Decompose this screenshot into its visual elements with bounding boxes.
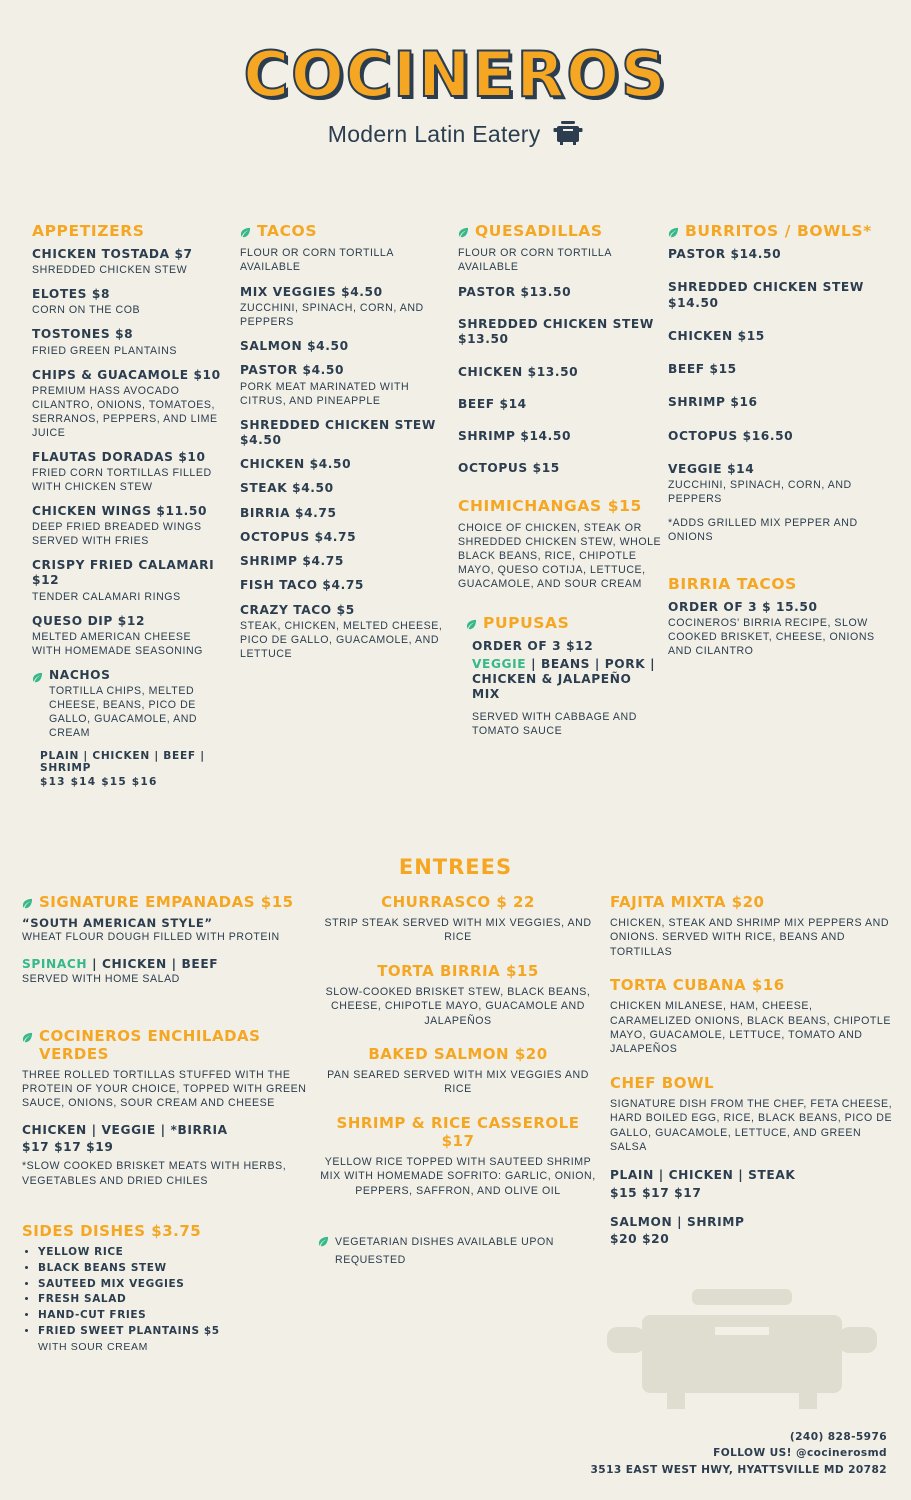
section-title-entrees: ENTREES bbox=[398, 855, 513, 879]
menu-item-enchiladas bbox=[22, 1027, 307, 1189]
chef-bowl-prices-2: $20 $20 bbox=[610, 1232, 670, 1247]
menu-item bbox=[458, 461, 663, 476]
menu-item bbox=[668, 329, 883, 344]
tacos-note: FLOUR OR CORN TORTILLA AVAILABLE bbox=[240, 247, 394, 273]
menu-item bbox=[240, 457, 445, 472]
footer-phone[interactable]: (240) 828-5976 bbox=[789, 1430, 887, 1443]
empanadas-options bbox=[22, 957, 307, 972]
tagline-text: Modern Latin Eatery bbox=[327, 121, 541, 147]
item-desc: DEEP FRIED BREADED WINGS SERVED WITH FRIES bbox=[32, 521, 202, 548]
item-name: TOSTONES $8 bbox=[32, 327, 134, 342]
item-name: STEAK $4.50 bbox=[240, 481, 334, 496]
item-desc: STRIP STEAK SERVED WITH MIX VEGGIES, AND RICE bbox=[324, 917, 592, 944]
chef-bowl-options-2: SALMON | SHRIMP bbox=[610, 1214, 745, 1229]
menu-item bbox=[318, 962, 598, 1028]
menu-header bbox=[0, 0, 911, 152]
enchiladas-options: CHICKEN | VEGGIE | *BIRRIA bbox=[22, 1122, 228, 1137]
list-item-sub: WITH SOUR CREAM bbox=[38, 1340, 148, 1353]
item-name: OCTOPUS $15 bbox=[458, 461, 560, 476]
leaf-icon bbox=[32, 670, 43, 681]
item-name: PASTOR $13.50 bbox=[458, 284, 572, 299]
item-name: CHEF BOWL bbox=[610, 1073, 715, 1092]
vegetarian-note bbox=[318, 1232, 598, 1268]
leaf-icon bbox=[22, 895, 33, 906]
menu-item bbox=[668, 280, 883, 311]
leaf-icon bbox=[240, 224, 251, 235]
item-desc: TORTILLA CHIPS, MELTED CHEESE, BEANS, PICO DE GALLO, GUACAMOLE, AND CREAM bbox=[49, 685, 198, 739]
menu-item bbox=[32, 558, 222, 604]
menu-item bbox=[240, 603, 445, 662]
pupusas-order: ORDER OF 3 $12 bbox=[472, 638, 594, 653]
list-item-label: FRIED SWEET PLANTAINS $5 bbox=[38, 1324, 220, 1337]
sides-section bbox=[22, 1222, 307, 1355]
item-name: SHREDDED CHICKEN STEW $13.50 bbox=[458, 317, 654, 347]
cooking-pot-icon bbox=[553, 120, 583, 152]
section-title-burritos bbox=[668, 222, 883, 240]
column-tacos bbox=[240, 222, 445, 671]
tagline bbox=[0, 120, 911, 152]
chef-bowl-prices-1: $15 $17 $17 bbox=[610, 1185, 702, 1200]
item-desc: YELLOW RICE TOPPED WITH SAUTEED SHRIMP MIX WITH HOMEMADE SOFRITO: GARLIC, ONION, PEPPERS, SAFFRON, AND OLIVE OIL bbox=[320, 1155, 596, 1197]
menu-item bbox=[458, 397, 663, 412]
options-rest: | CHICKEN | BEEF bbox=[87, 956, 219, 971]
item-name: CHICKEN $15 bbox=[668, 328, 765, 343]
menu-item bbox=[240, 363, 445, 408]
item-desc: SHREDDED CHICKEN STEW bbox=[32, 264, 188, 277]
nachos-options bbox=[32, 750, 222, 788]
entrees-right-column bbox=[610, 893, 895, 1264]
section-title-pupusas bbox=[466, 614, 663, 632]
item-name: BEEF $15 bbox=[668, 362, 737, 376]
menu-item bbox=[240, 285, 445, 330]
item-name: TORTA BIRRIA $15 bbox=[377, 961, 539, 980]
footer-address: 3513 EAST WEST HWY, HYATTSVILLE MD 20782 bbox=[590, 1463, 887, 1476]
item-name: SHRIMP $14.50 bbox=[458, 429, 572, 444]
nachos-option-prices: $13 $14 $15 $16 bbox=[40, 775, 158, 788]
item-desc: COCINEROS' BIRRIA RECIPE, SLOW COOKED BRISKET, CHEESE, ONIONS AND CILANTRO bbox=[668, 617, 875, 658]
menu-item bbox=[240, 578, 445, 593]
section-title-quesadillas bbox=[458, 222, 663, 240]
list-item: • SAUTEED MIX VEGGIES bbox=[38, 1277, 307, 1293]
item-name: CHIPS & GUACAMOLE $10 bbox=[32, 367, 221, 382]
item-desc-2: *SLOW COOKED BRISKET MEATS WITH HERBS, VEGETABLES AND DRIED CHILES bbox=[22, 1160, 287, 1187]
item-name: SIGNATURE EMPANADAS $15 bbox=[39, 893, 294, 911]
list-item: • YELLOW RICE bbox=[38, 1245, 307, 1261]
menu-item bbox=[318, 1045, 598, 1097]
menu-item bbox=[318, 1114, 598, 1198]
menu-item bbox=[458, 285, 663, 300]
column-quesadillas bbox=[458, 222, 663, 738]
item-desc: WHEAT FLOUR DOUGH FILLED WITH PROTEIN bbox=[22, 931, 280, 944]
menu-item bbox=[240, 506, 445, 521]
footer-contact bbox=[591, 1429, 887, 1478]
menu-item bbox=[668, 462, 883, 507]
menu-item bbox=[668, 247, 883, 262]
item-desc: MELTED AMERICAN CHEESE WITH HOMEMADE SEASONING bbox=[32, 630, 203, 657]
section-title-appetizers: APPETIZERS bbox=[32, 222, 145, 240]
item-name: CHICKEN WINGS $11.50 bbox=[32, 503, 208, 518]
entrees-left-column bbox=[22, 893, 307, 1355]
item-name-row bbox=[22, 1027, 307, 1063]
chef-bowl-options-1: PLAIN | CHICKEN | STEAK bbox=[610, 1168, 796, 1183]
item-name: CHICKEN $13.50 bbox=[458, 364, 579, 379]
item-name: OCTOPUS $4.75 bbox=[240, 529, 357, 544]
item-desc: SLOW-COOKED BRISKET STEW, BLACK BEANS, CHEESE, CHIPOTLE MAYO, GUACAMOLE AND JALAPEÑOS bbox=[325, 985, 591, 1027]
item-name: CHICKEN TOSTADA $7 bbox=[32, 247, 193, 261]
item-desc: ZUCCHINI, SPINACH, CORN, AND PEPPERS bbox=[240, 302, 424, 329]
entrees-center-column bbox=[318, 893, 598, 1268]
leaf-icon bbox=[466, 616, 477, 627]
item-name: COCINEROS ENCHILADAS VERDES bbox=[39, 1026, 261, 1063]
leaf-icon bbox=[318, 1234, 329, 1245]
item-desc: PREMIUM HASS AVOCADO CILANTRO, ONIONS, TOMATOES, SERRANOS, PEPPERS, AND LIME JUICE bbox=[32, 384, 218, 439]
menu-item bbox=[240, 530, 445, 545]
item-name: SHRIMP $4.75 bbox=[240, 554, 344, 569]
cooking-pot-watermark-icon bbox=[597, 1289, 887, 1414]
list-item: • BLACK BEANS STEW bbox=[38, 1261, 307, 1277]
item-name: NACHOS bbox=[49, 667, 111, 682]
menu-item bbox=[610, 976, 895, 1057]
menu-item bbox=[32, 614, 222, 659]
menu-item bbox=[240, 418, 445, 449]
item-name: SHREDDED CHICKEN STEW $14.50 bbox=[668, 280, 864, 310]
menu-item bbox=[32, 327, 222, 358]
menu-item bbox=[240, 481, 445, 496]
item-name: SALMON $4.50 bbox=[240, 339, 349, 354]
menu-item bbox=[32, 247, 222, 278]
menu-item bbox=[458, 429, 663, 444]
menu-item bbox=[458, 365, 663, 380]
item-name: TORTA CUBANA $16 bbox=[610, 976, 785, 995]
menu-item-empanadas bbox=[22, 893, 307, 987]
column-appetizers bbox=[32, 222, 222, 788]
item-desc-2: SERVED WITH HOME SALAD bbox=[22, 973, 180, 986]
nachos-options-labels: PLAIN | CHICKEN | BEEF | SHRIMP bbox=[40, 749, 205, 774]
list-item: • FRESH SALAD bbox=[38, 1292, 307, 1308]
menu-item bbox=[318, 893, 598, 945]
item-name: CHICKEN $4.50 bbox=[240, 457, 352, 472]
list-item bbox=[38, 1324, 307, 1356]
section-title-text: BURRITOS / BOWLS* bbox=[685, 222, 872, 240]
menu-item-chef-bowl bbox=[610, 1074, 895, 1248]
quesadillas-note: FLOUR OR CORN TORTILLA AVAILABLE bbox=[458, 247, 612, 273]
restaurant-logo: COCINEROS bbox=[243, 38, 668, 111]
section-title-text: TACOS bbox=[257, 222, 318, 240]
menu-item bbox=[32, 450, 222, 495]
item-name: SHRIMP $16 bbox=[668, 395, 758, 410]
pupusas-served: SERVED WITH CABBAGE AND TOMATO SAUCE bbox=[472, 710, 637, 737]
menu-item bbox=[240, 339, 445, 354]
item-name: SHREDDED CHICKEN STEW $4.50 bbox=[240, 417, 436, 447]
section-title-chimichangas: CHIMICHANGAS $15 bbox=[458, 496, 642, 515]
item-name: FLAUTAS DORADAS $10 bbox=[32, 449, 206, 464]
item-desc: CORN ON THE COB bbox=[32, 304, 141, 317]
leaf-icon bbox=[22, 1029, 33, 1040]
footer-social[interactable]: FOLLOW US! @cocinerosmd bbox=[713, 1447, 887, 1460]
item-desc: PAN SEARED SERVED WITH MIX VEGGIES AND RICE bbox=[327, 1069, 589, 1096]
item-name: CRISPY FRIED CALAMARI $12 bbox=[32, 558, 215, 588]
menu-item bbox=[610, 893, 895, 959]
menu-item bbox=[668, 362, 883, 377]
item-name: ELOTES $8 bbox=[32, 287, 111, 302]
menu-item bbox=[32, 287, 222, 318]
vegetarian-note-text: VEGETARIAN DISHES AVAILABLE UPON REQUESTED bbox=[335, 1236, 554, 1267]
item-name: PASTOR $4.50 bbox=[240, 363, 345, 378]
menu-item bbox=[32, 504, 222, 549]
section-title-tacos bbox=[240, 222, 445, 240]
section-title-sides: SIDES DISHES $3.75 bbox=[22, 1222, 202, 1241]
item-name: BEEF $14 bbox=[458, 396, 527, 411]
item-desc: STEAK, CHICKEN, MELTED CHEESE, PICO DE GALLO, GUACAMOLE, AND LETTUCE bbox=[240, 619, 443, 660]
leaf-icon bbox=[458, 224, 469, 235]
item-name: ORDER OF 3 $ 15.50 bbox=[668, 599, 818, 614]
item-desc: ZUCCHINI, SPINACH, CORN, AND PEPPERS bbox=[668, 479, 852, 505]
item-desc: PORK MEAT MARINATED WITH CITRUS, AND PINEAPPLE bbox=[240, 380, 410, 407]
pupusas-options-rest: | BEANS | PORK | CHICKEN & JALAPEÑO MIX bbox=[472, 656, 656, 702]
pupusas-option-veggie: VEGGIE bbox=[472, 656, 527, 671]
section-title-text: PUPUSAS bbox=[483, 613, 570, 632]
menu-item bbox=[668, 395, 883, 410]
menu-item-nachos bbox=[32, 668, 222, 741]
leaf-icon bbox=[668, 224, 679, 235]
item-desc: CHICKEN MILANESE, HAM, CHEESE, CARAMELIZED ONIONS, BLACK BEANS, CHIPOTLE MAYO, GUACAMOLE, LETTUCE, TOMATO AND JALAPEÑOS bbox=[610, 1000, 891, 1056]
sides-list bbox=[22, 1245, 307, 1355]
item-name: BIRRIA $4.75 bbox=[240, 505, 337, 520]
column-burritos bbox=[668, 222, 883, 668]
menu-item bbox=[668, 600, 883, 659]
item-name: OCTOPUS $16.50 bbox=[668, 428, 794, 443]
item-name: QUESO DIP $12 bbox=[32, 613, 146, 628]
burritos-footnote: *ADDS GRILLED MIX PEPPER AND ONIONS bbox=[668, 516, 858, 543]
item-subtitle: “SOUTH AMERICAN STYLE” bbox=[22, 916, 213, 930]
item-name: BAKED SALMON $20 bbox=[368, 1045, 548, 1064]
menu-item bbox=[240, 554, 445, 569]
list-item: • HAND-CUT FRIES bbox=[38, 1308, 307, 1324]
item-desc: THREE ROLLED TORTILLAS STUFFED WITH THE PROTEIN OF YOUR CHOICE, TOPPED WITH GREEN SAUCE, ONIONS, SOUR CREAM AND CHEESE bbox=[22, 1068, 307, 1110]
option-spinach: SPINACH bbox=[22, 956, 88, 971]
item-name: PASTOR $14.50 bbox=[668, 247, 782, 261]
item-name: FAJITA MIXTA $20 bbox=[610, 893, 765, 911]
section-title-text: QUESADILLAS bbox=[475, 222, 603, 240]
enchiladas-prices: $17 $17 $19 bbox=[22, 1140, 114, 1155]
item-name: FISH TACO $4.75 bbox=[240, 578, 364, 593]
item-name-row bbox=[22, 893, 307, 911]
menu-item bbox=[458, 317, 663, 348]
menu-item bbox=[668, 429, 883, 444]
item-name: VEGGIE $14 bbox=[668, 461, 755, 476]
item-name: CHURRASCO $ 22 bbox=[381, 893, 535, 911]
item-name: SHRIMP & RICE CASSEROLE $17 bbox=[336, 1113, 580, 1150]
item-desc: SIGNATURE DISH FROM THE CHEF, FETA CHEESE, HARD BOILED EGG, RICE, BLACK BEANS, PICO DE GALLO, GUACAMOLE, LETTUCE, AND GREEN SALSA bbox=[610, 1097, 893, 1154]
section-title-birria-tacos: BIRRIA TACOS bbox=[668, 574, 797, 593]
item-desc: CHICKEN, STEAK AND SHRIMP MIX PEPPERS AND ONIONS. SERVED WITH RICE, BEANS AND TORTILLAS bbox=[610, 917, 890, 958]
item-desc: FRIED GREEN PLANTAINS bbox=[32, 344, 177, 357]
menu-item bbox=[32, 368, 222, 441]
item-desc: FRIED CORN TORTILLAS FILLED WITH CHICKEN STEW bbox=[32, 467, 212, 493]
item-name: MIX VEGGIES $4.50 bbox=[240, 284, 383, 299]
chimichangas-desc: CHOICE OF CHICKEN, STEAK OR SHREDDED CHICKEN STEW, WHOLE BLACK BEANS, RICE, CHIPOTLE MAYO, QUESO COTIJA, LETTUCE, GUACAMOLE, AND SOUR CREAM bbox=[458, 521, 662, 590]
item-desc: TENDER CALAMARI RINGS bbox=[32, 590, 181, 603]
item-name: CRAZY TACO $5 bbox=[240, 602, 355, 617]
pupusas-options bbox=[472, 657, 663, 703]
